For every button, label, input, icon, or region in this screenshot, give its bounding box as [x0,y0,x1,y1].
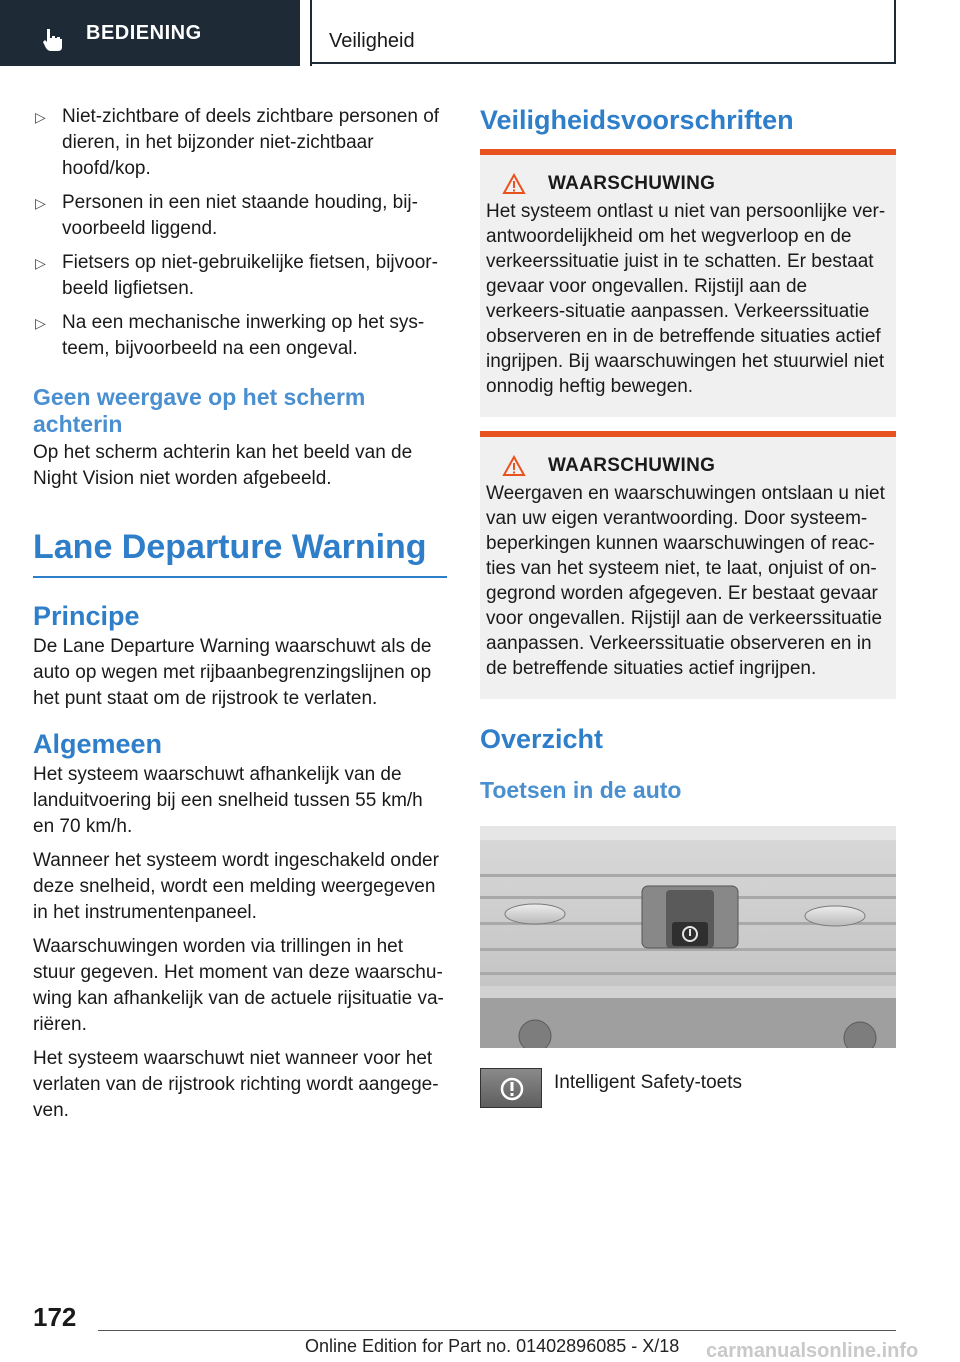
list-item: ▷ Na een mechanische inwerking op het sys-teem, bijvoorbeeld na een ongeval. [35,312,425,359]
pointing-hand-icon [40,27,66,53]
list-item: ▷ Fietsers op niet-gebruikelijke fietsen, bijvoor-beeld ligfietsen. [35,252,438,299]
no-display-text: Op het scherm achterin kan het beeld van de Night Vision niet worden afgebeeld. [33,442,413,489]
header-divider [310,0,312,66]
dashboard-photo [480,826,896,1048]
page-header [0,0,960,66]
triangle-bullet-icon: ▷ [35,109,46,125]
warning-title: WAARSCHUWING [548,173,716,194]
section-title-underline [33,576,447,578]
watermark: carmanualsonline.info [706,1340,919,1362]
no-display-heading: Geen weergave op het scherm achterin [33,384,366,437]
section-tab[interactable] [0,0,300,66]
warning-triangle-icon [502,455,526,477]
intelligent-safety-key-thumb [480,1068,542,1108]
left-column [33,104,447,1124]
bullet-list [33,104,447,362]
principe-text: De Lane Departure Warning waarschuwt als de auto op wegen met rijbaanbegrenzingslijnen op het punt staat om de rijstrook te verlaten. [33,636,432,709]
chapter-title: Veiligheid [329,30,415,52]
section-label: BEDIENING [86,21,202,44]
warning-text: Het systeem ontlast u niet van persoonlijke ver-antwoordelijkheid om het wegverloop en de verkeerssituatie juist in te schatten. Er bestaat gevaar voor ongevallen. Rijstijl aan de verkeers-situatie aanpassen. Verkeerssituatie observeren en in de betreffende situaties actief ingrijpen. Bij waarschuwingen het stuurwiel niet onnodig heftig bewegen. [486,201,886,397]
warning-header [486,431,888,477]
footer-rule [98,1330,896,1331]
algemeen-paragraph: Wanneer het systeem wordt ingeschakeld onder deze snelheid, wordt een melding weergegeven in het instrumentenpaneel. [33,850,439,923]
principe-heading: Principe [33,601,140,631]
key-caption: Intelligent Safety-toets [554,1072,742,1093]
warning-triangle-icon [502,173,526,195]
triangle-bullet-icon: ▷ [35,255,46,271]
algemeen-heading: Algemeen [33,729,163,759]
warning-text: Weergaven en waarschuwingen ontslaan u niet van uw eigen verantwoording. Door systeem-beperkingen kunnen waarschuwingen of reac-ties van het systeem niet, te laat, onjuist of on-gegrond worden afgegeven. Er bestaat gevaar voor ongevallen. Rijstijl aan de verkeerssituatie aanpassen. Verkeerssituatie observeren en in de betreffende situaties actief ingrijpen. [486,483,885,679]
key-legend [480,1068,896,1108]
triangle-bullet-icon: ▷ [35,315,46,331]
key-heading: Toetsen in de auto [480,777,682,803]
warning-top-bar [480,149,896,155]
list-item: ▷ Niet-zichtbare of deels zichtbare personen of dieren, in het bijzonder niet-zichtbaar hoofd/kop. [35,106,440,179]
footer-edition: Online Edition for Part no. 01402896085 - X/18 [305,1336,680,1356]
safety-button-icon [481,1069,543,1109]
warning-box [480,431,896,699]
header-right-border [894,0,896,64]
warning-box [480,149,896,417]
algemeen-paragraph: Het systeem waarschuwt niet wanneer voor het verlaten van de rijstrook richting wordt aangege-ven. [33,1048,439,1121]
header-underline [310,62,896,64]
overview-heading: Overzicht [480,724,604,754]
warning-title: WAARSCHUWING [548,455,716,476]
warning-header [486,149,888,195]
right-column [480,104,896,1108]
list-item: ▷ Personen in een niet staande houding, bij-voorbeeld liggend. [35,192,418,239]
algemeen-paragraph: Het systeem waarschuwt afhankelijk van de landuitvoering bij een snelheid tussen 55 km/h en 70 km/h. [33,764,423,837]
safety-heading: Veiligheidsvoorschriften [480,105,794,135]
algemeen-paragraph: Waarschuwingen worden via trillingen in het stuur gegeven. Het moment van deze waarschu-wing kan afhankelijk van de actuele rijsituatie va-riëren. [33,936,444,1035]
triangle-bullet-icon: ▷ [35,195,46,211]
dashboard-illustration [480,826,896,1048]
page-number: 172 [33,1302,77,1332]
section-title: Lane Departure Warning [33,528,427,566]
warning-top-bar [480,431,896,437]
